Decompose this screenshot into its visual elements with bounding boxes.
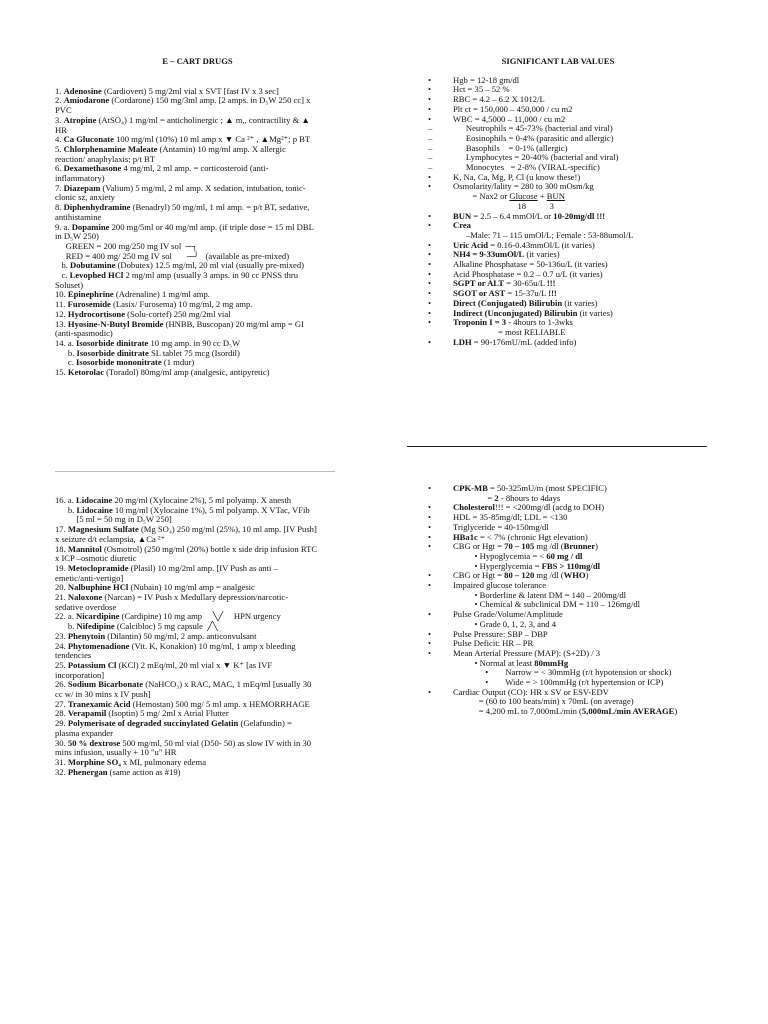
lab-value-text: Hct = 35 – 52 % — [453, 84, 510, 95]
bullet-marker: • — [428, 278, 432, 289]
drug-line: b. Nifedipine (Calcibloc) 5 mg capsule ╱╲ — [55, 621, 218, 632]
lab-value-text: • Chemical & subclinical DM = 110 – 126mg/dl — [453, 599, 641, 610]
section-divider-right — [407, 446, 707, 447]
lab-value-text: K, Na, Ca, Mg, P, Cl (u know these!) — [453, 171, 581, 182]
drug-line: b. Lidocaine 10 mg/ml (Xylocaine 1%), 5 ml polyamp. X VTac, VFib — [55, 504, 310, 515]
lab-value-text: Monocytes = 2-8% (VIRAL-specific) — [453, 162, 600, 173]
drug-line: 6. Dexamethasone 4 mg/ml, 2 ml amp. = corticosteroid (anti- — [55, 163, 269, 174]
bullet-marker: • — [428, 210, 432, 221]
drug-line: 24. Phytomenadione (Vit. K, Konakion) 10 mg/ml, 1 amp x bleeding — [55, 640, 296, 651]
drug-line: RED = 400 mg/ 250 mg IV sol ─┘ (available as pre-mixed) — [55, 250, 290, 261]
drug-line: reaction/ anaphylaxis; p/t BT — [55, 153, 155, 164]
drug-line: 26. Sodium Bicarbonate (NaHCO₃) x RAC, MAC, 1 mEq/ml [usually 30 — [55, 679, 312, 690]
drug-line: c. Levophed HCl 2 mg/ml amp (usually 3 amps. in 90 cc PNSS thru — [55, 270, 299, 281]
drug-line: 10. Epinephrine (Adrenaline) 1 mg/ml amp. — [55, 289, 210, 300]
drug-line: 13. Hyosine-N-Butyl Bromide (HNBB, Buscopan) 20 mg/ml amp = GI — [55, 318, 304, 329]
drug-line: sedative overdose — [55, 601, 117, 612]
lab-values-list-2 — [428, 484, 728, 717]
bullet-marker: • — [428, 531, 432, 542]
bullet-marker: • — [428, 288, 432, 299]
drug-line: b. Dobutamine (Dobutex) 12.5 mg/ml, 20 ml vial (usually pre-mixed) — [55, 260, 304, 271]
drug-line: 28. Verapamil (Isoptin) 5 mg/ 2ml x Atrial Flutter — [55, 708, 229, 719]
lab-value-item — [428, 212, 728, 222]
drug-line: 5. Chlorphenamine Maleate (Antamin) 10 mg/ml amp. X allergic — [55, 143, 286, 154]
lab-value-text: Mean Arterial Pressure (MAP): (S+2D) / 3 — [453, 647, 601, 658]
bullet-marker: • — [428, 647, 432, 658]
bullet-marker: • — [428, 84, 432, 95]
lab-value-text: Alkaline Phosphatase = 50-136u/L (it varies) — [453, 259, 608, 270]
lab-value-text: –Male: 71 – 115 umOl/L; Female : 53-88umol/L — [453, 229, 634, 240]
drug-line: PVC — [55, 105, 72, 116]
drug-line: 23. Phenytoin (Dilantin) 50 mg/ml, 2 amp. anticonvulsant — [55, 630, 257, 641]
drug-line: 8. Diphenhydramine (Benadryl) 50 mg/ml, 1 ml amp. = p/t BT, sedative, — [55, 202, 310, 213]
lab-value-text: HDL = 35-85mg/dl; LDL = <130 — [453, 512, 568, 523]
lab-value-text: = most RELIABLE — [453, 326, 566, 337]
lab-value-text: Direct (Conjugated) Bilirubin (it varies) — [453, 297, 598, 308]
bullet-marker: • — [428, 94, 432, 105]
lab-value-text: = Nax2 or Glucose + BUN — [453, 191, 565, 202]
drug-line: 32. Phenergan (same action as #19) — [55, 766, 181, 777]
bullet-marker: • — [428, 297, 432, 308]
bullet-marker: • — [428, 541, 432, 552]
bullet-marker: • — [428, 628, 432, 639]
bullet-marker: • — [428, 483, 432, 493]
lab-value-text: • Hypoglycemia = < 60 mg / dl — [453, 550, 583, 561]
lab-values-list — [428, 76, 728, 348]
bullet-marker: • — [428, 609, 432, 620]
lab-value-text: Uric Acid = 0.16-0.43mmOl/L (it varies) — [453, 239, 595, 250]
bullet-marker: • — [428, 268, 432, 279]
drug-line: 22. a. Nicardipine (Cardipine) 10 mg amp ╲╱ HPN urgency — [55, 611, 281, 622]
drug-line: 29. Polymerisate of degraded succinylated Gelatin (Gelafundin) = — [55, 718, 292, 729]
lab-value-text: CPK-MB = 50-325mU/m (most SPECIFIC) — [453, 483, 607, 493]
bullet-marker: • — [428, 171, 432, 182]
bullet-marker: • — [428, 570, 432, 581]
drug-line: 30. 50 % dextrose 500 mg/ml, 50 ml vial (D50- 50) as slow IV with in 30 — [55, 737, 312, 748]
lab-value-text: Crea — [453, 220, 471, 231]
bullet-marker: • — [428, 686, 432, 697]
drug-line: 12. Hydrocortisone (Solu-cortef) 250 mg/2ml vial — [55, 308, 231, 319]
lab-value-text: Impaired glucose tolerance — [453, 580, 547, 591]
lab-value-text: Basophils = 0-1% (allergic) — [453, 142, 568, 153]
bullet-marker: – — [428, 132, 433, 143]
lab-value-text: BUN = 2.5 – 6.4 mmOl/L or 10-20mg/dl !!! — [453, 210, 606, 221]
bullet-marker: • — [428, 74, 432, 85]
bullet-marker: • — [428, 259, 432, 270]
drug-line: 9. a. Dopamine 200 mg/5ml or 40 mg/ml amp. (if triple dose = 15 ml DBL — [55, 221, 314, 232]
bullet-marker: – — [428, 162, 433, 173]
bullet-marker: • — [428, 113, 432, 124]
drug-line: 21. Naloxone (Narcan) = IV Push x Medullary depression/narcotic- — [55, 592, 289, 603]
drug-line: in D₅W 250) — [55, 231, 99, 242]
lab-value-text: • Narrow = < 30mmHg (r/t hypotension or shock) — [453, 667, 672, 678]
lab-value-text: Lymphocytes = 20-40% (bacterial and viral) — [453, 152, 619, 163]
drug-line: 15. Ketorolac (Toradol) 80mg/ml amp (analgesic, antipyretic) — [55, 367, 270, 378]
bullet-marker: • — [428, 502, 432, 513]
drug-line: antihistamine — [55, 211, 102, 222]
drug-line: [5 ml = 50 mg in D₅W 250] — [55, 514, 172, 525]
lab-values-continued — [428, 484, 728, 717]
lab-values-title: SIGNIFICANT LAB VALUES — [501, 56, 615, 66]
lab-value-text: Acid Phosphatase = 0.2 – 0.7 u/L (it varies) — [453, 268, 603, 279]
lab-value-text: RBC = 4.2 – 6.2 X 1012/L — [453, 94, 545, 105]
bullet-marker: • — [428, 638, 432, 649]
bullet-marker: • — [428, 336, 432, 347]
lab-value-text: • Grade 0, 1, 2, 3, and 4 — [453, 618, 557, 629]
lab-value-text: Troponin I = 3 - 4hours to 1-3wks — [453, 317, 573, 328]
bullet-marker: • — [428, 103, 432, 114]
drug-line: 31. Morphine SO₄ x MI, pulmonary edema — [55, 756, 207, 767]
drug-line: 2. Amiodarone (Cordarone) 150 mg/3ml amp. [2 amps. in D₅W 250 cc] x — [55, 95, 311, 106]
lab-value-text: LDH = 90-176mU/mL (added info) — [453, 336, 577, 347]
drug-line: clonic sz, anxiety — [55, 192, 115, 203]
drug-line: 14. a. Isosorbide dinitrate 10 mg amp. in 90 cc D₅W — [55, 337, 241, 348]
bullet-marker: • — [428, 580, 432, 591]
drug-line: mins infusion, usually + 10 "u" HR — [55, 747, 177, 758]
drug-line: tendencies — [55, 650, 92, 661]
lab-value-text: Cholesterol!!! = <200mg/dl (acdg to DOH) — [453, 502, 605, 513]
lab-value-text: 18 3 — [453, 200, 554, 211]
drug-line: 16. a. Lidocaine 20 mg/ml (Xylocaine 2%), 5 ml polyamp. X anesth — [55, 495, 292, 505]
bullet-marker: • — [428, 249, 432, 260]
lab-value-text: NH4 = 9-33umOl/L (it varies) — [453, 249, 560, 260]
drug-line: 19. Metoclopramide (Plasil) 10 mg/2ml amp. [IV Push as anti – — [55, 562, 278, 573]
drug-line: x ICP –osmotic diuretic — [55, 553, 137, 564]
drug-line: x seizure d/t eclampsia, ▲Ca ²⁺ — [55, 533, 166, 544]
drug-line: 20. Nalbuphine HCl (Nubain) 10 mg/ml amp = analgesic — [55, 582, 255, 593]
ecart-drugs-section — [55, 57, 340, 378]
lab-value-text: SGOT or AST = 15-37u/L !!! — [453, 288, 557, 299]
drug-line: 7. Diazepam (Valium) 5 mg/ml, 2 ml amp. X sedation, intubation, tonic- — [55, 182, 306, 193]
drug-line: 27. Tranexamic Acid (Hemostan) 500 mg/ 5 ml amp. x HEMORRHAGE — [55, 698, 310, 709]
drug-line: 3. Atropine (AtSO₄) 1 mg/ml = anticholinergic ; ▲ m,, contractility & ▲ — [55, 114, 310, 125]
lab-value-text: • Hyperglycemia = FBS > 110mg/dl — [453, 560, 600, 571]
ecart-drugs-continued — [55, 496, 340, 777]
lab-value-text: Pulse Deficit: HR – PR — [453, 638, 534, 649]
bullet-marker: – — [428, 142, 433, 153]
drug-line: b. Isosorbide dinitrate SL tablet 75 mcg (Isordil) — [55, 347, 240, 358]
drug-line: cc w/ in 30 mins x IV push] — [55, 689, 151, 700]
bullet-marker: • — [428, 307, 432, 318]
lab-value-text: • Borderline & latent DM = 140 – 200mg/dl — [453, 589, 627, 600]
lab-value-text: Cardiac Output (CO): HR x SV or ESV-EDV — [453, 686, 609, 697]
drug-line: emetic/anti-vertigo] — [55, 572, 124, 583]
drug-line: Soluset) — [55, 279, 84, 290]
lab-value-item — [428, 707, 728, 717]
lab-value-text: Indirect (Unconjugated) Bilirubin (it varies) — [453, 307, 613, 318]
lab-value-text: Neutrophils = 45-73% (bacterial and viral) — [453, 123, 613, 134]
bullet-marker: • — [428, 317, 432, 328]
lab-value-text: = 2 - 8hours to 4days — [453, 492, 561, 503]
section-divider-left — [55, 471, 335, 472]
lab-value-text: • Wide = > 100mmHg (r/t hypertension or ICP) — [453, 677, 664, 688]
drug-line: 17. Magnesium Sulfate (Mg SO₄) 250 mg/ml (25%), 10 ml amp. [IV Push] — [55, 524, 317, 535]
drug-line: 18. Mannitol (Osmotrol) (250 mg/ml (20%) bottle x side drip infusion RTC — [55, 543, 318, 554]
drug-line: HR — [55, 124, 67, 135]
lab-value-item — [428, 338, 728, 348]
bullet-marker: • — [428, 512, 432, 523]
lab-value-text: Eosinophils = 0-4% (parasitic and allergic) — [453, 132, 614, 143]
lab-value-text: WBC = 4,5000 – 11,000 / cu m2 — [453, 113, 566, 124]
lab-value-text: Plt ct = 150,000 – 450,000 / cu m2 — [453, 103, 573, 114]
lab-value-text: HBa1c = < 7% (chronic Hgt elevation) — [453, 531, 588, 542]
ecart-drugs-list-2 — [55, 496, 340, 777]
drug-line: (anti-spasmodic) — [55, 328, 113, 339]
lab-value-text: = (60 to 100 beats/min) x 70mL (on average) — [453, 696, 634, 707]
lab-value-text: Pulse Grade/Volume/Amplitude — [453, 609, 563, 620]
bullet-marker: • — [428, 521, 432, 532]
bullet-marker: – — [428, 152, 433, 163]
lab-value-text: Pulse Pressure: SBP – DBP — [453, 628, 548, 639]
lab-value-text: Triglyceride = 40-150mg/dl — [453, 521, 549, 532]
ecart-drugs-title: E – CART DRUGS — [162, 56, 233, 66]
drug-line: 1. Adenosine (Cardiovert) 5 mg/2ml vial x SVT [fast IV x 3 sec] — [55, 85, 279, 96]
bullet-marker: • — [428, 220, 432, 231]
drug-line: inflammatory) — [55, 173, 105, 184]
lab-value-text: = 4,200 mL to 7,000mL/min (5,000mL/min AVERAGE) — [453, 706, 678, 717]
lab-values-section — [428, 57, 728, 347]
drug-line: c. Isosorbide mononitrate (1 mdur) — [55, 357, 195, 368]
drug-line: GREEN = 200 mg/250 mg IV sol ─┐ — [55, 240, 198, 251]
bullet-marker: – — [428, 123, 433, 134]
lab-value-text: • Normal at least 80mmHg — [453, 657, 569, 668]
lab-value-text: SGPT or ALT = 30-65u/L !!! — [453, 278, 556, 289]
ecart-drugs-list — [55, 87, 340, 378]
lab-value-text: CBG or Hgt = 70 – 105 mg /dl (Brunner) — [453, 541, 599, 552]
drug-line: 11. Furosemide (Lasix/ Furosema) 10 mg/ml, 2 mg amp. — [55, 299, 253, 310]
drug-line: incorporation] — [55, 669, 105, 680]
bullet-marker: • — [428, 181, 432, 192]
bullet-marker: • — [428, 239, 432, 250]
drug-line: 4. Ca Gluconate 100 mg/ml (10%) 10 ml amp x ▼ Ca ²⁺ , ▲Mg²⁺; p BT — [55, 134, 311, 145]
drug-line: 25. Potassium Cl (KCl) 2 mEq/ml, 20 ml vial x ▼ K⁺ [as IVF — [55, 659, 273, 670]
lab-value-text: Hgb = 12-18 gm/dl — [453, 74, 520, 85]
lab-value-text: Osmolarity/lality = 280 to 300 mOsm/kg — [453, 181, 594, 192]
lab-value-text: CBG or Hgt = 80 – 120 mg /dl (WHO) — [453, 570, 589, 581]
drug-line: plasma expander — [55, 727, 113, 738]
